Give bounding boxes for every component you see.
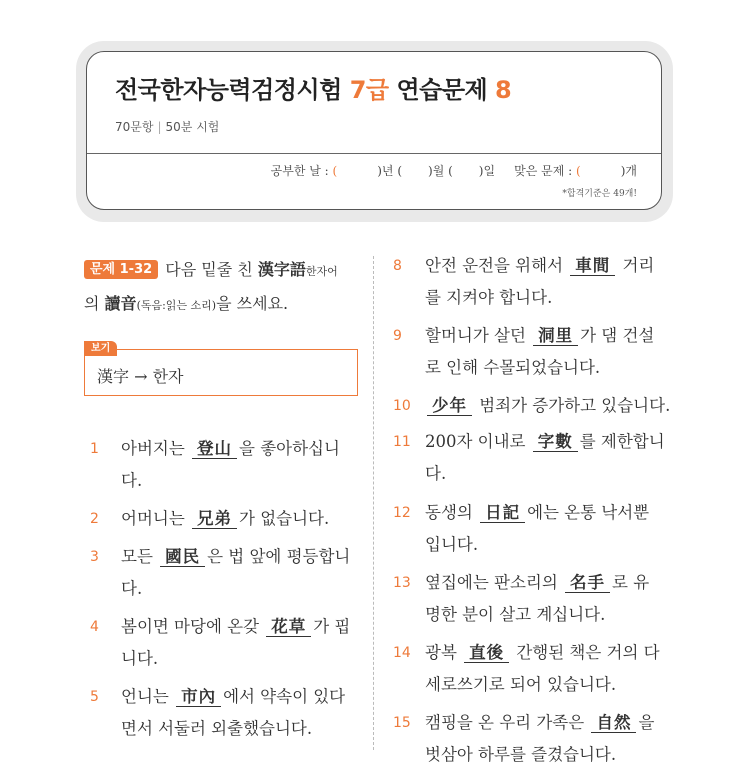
question-text: 할머니가 살던 洞里 가 댐 건설 로 인해 수몰되었습니다.: [425, 326, 655, 377]
question-number: 3: [90, 549, 99, 565]
question-text: 안전 운전을 위해서 車間 거리 를 지켜야 합니다.: [425, 256, 655, 307]
exam-time: 50분 시험: [165, 120, 220, 134]
question-text: 동생의 日記 에는 온통 낙서뿐 입니다.: [425, 503, 650, 554]
question-range-badge: 문제 1-32: [84, 260, 158, 279]
question-number: 11: [393, 434, 411, 450]
example-text: 漢字 → 한자: [97, 367, 184, 386]
question-text: 광복 直後 간행된 책은 거의 다 세로쓰기로 되어 있습니다.: [425, 643, 660, 694]
question-number: 8: [393, 258, 402, 274]
study-record: 공부한 날 : ( )년 ( )월 ( )일 맞은 문제 : ( )개: [270, 164, 637, 178]
underlined-hanja: 自然: [591, 713, 636, 733]
underlined-hanja: 直後: [464, 643, 509, 663]
example-box: [84, 349, 358, 396]
question-number: 2: [90, 511, 99, 527]
question-text: 봄이면 마당에 온갖 花草 가 핍 니다.: [121, 617, 351, 668]
question-text: 200자 이내로 字數 를 제한합니 다.: [425, 432, 665, 483]
question-text: 少年 범죄가 증가하고 있습니다.: [425, 390, 670, 422]
question-number: 14: [393, 645, 411, 661]
pass-criteria-note: *합격기준은 49개!: [562, 189, 637, 199]
question-text: 어머니는 兄弟 가 없습니다.: [121, 509, 330, 528]
underlined-hanja: 市內: [176, 687, 221, 707]
underlined-hanja: 登山: [192, 439, 237, 459]
instruction: 문제 1-32 다음 밑줄 친 漢字語한자어 의 讀音(독음:읽는 소리)을 쓰세요.: [84, 260, 338, 313]
underlined-hanja: 兄弟: [192, 509, 237, 529]
question-number: 1: [90, 441, 99, 457]
question-number: 13: [393, 575, 411, 591]
question-text: 캠핑을 온 우리 가족은 自然 을 벗삼아 하루를 즐겼습니다.: [425, 713, 655, 764]
underlined-hanja: 名手: [565, 573, 610, 593]
underlined-hanja: 少年: [427, 396, 472, 416]
question-text: 모든 國民 은 법 앞에 평등합니 다.: [121, 547, 351, 598]
header-card: [86, 51, 662, 210]
question-number: 5: [90, 689, 99, 705]
question-number: 10: [393, 398, 411, 414]
question-count: 70문항: [115, 120, 154, 134]
page-title: 전국한자능력검정시험 7급 연습문제 8: [115, 76, 512, 104]
question-number: 9: [393, 328, 402, 344]
question-text: 언니는 市內 에서 약속이 있다 면서 서둘러 외출했습니다.: [121, 687, 346, 738]
underlined-hanja: 國民: [160, 547, 205, 567]
question-text: 아버지는 登山 을 좋아하십니 다.: [121, 439, 340, 490]
question-number: 4: [90, 619, 99, 635]
divider: [87, 153, 661, 154]
column-divider: [373, 256, 374, 750]
exam-meta: 70문항 | 50분 시험: [115, 120, 220, 134]
question-number: 12: [393, 505, 411, 521]
underlined-hanja: 日記: [480, 503, 525, 523]
underlined-hanja: 車間: [570, 256, 615, 276]
underlined-hanja: 花草: [266, 617, 311, 637]
underlined-hanja: 洞里: [533, 326, 578, 346]
question-text: 옆집에는 판소리의 名手 로 유 명한 분이 살고 계십니다.: [425, 573, 650, 624]
question-number: 15: [393, 715, 411, 731]
underlined-hanja: 字數: [533, 432, 578, 452]
example-tag: 보기: [84, 341, 117, 356]
